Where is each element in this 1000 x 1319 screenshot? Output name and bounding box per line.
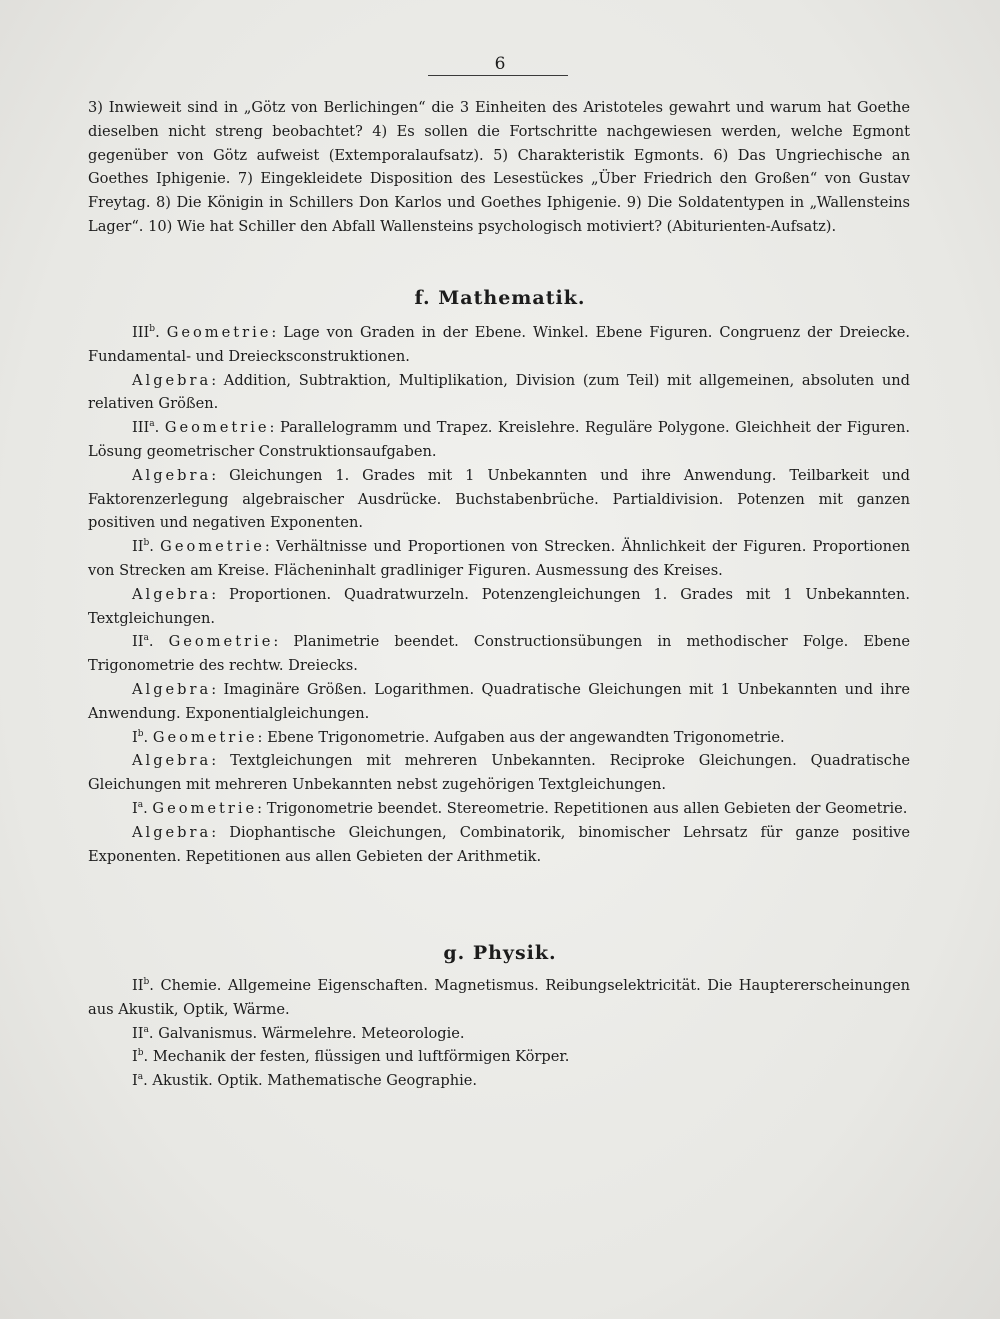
- physics-entry: $I^a$. Akustik. Optik. Mathematische Geographie.: [132, 1072, 478, 1090]
- physics-entry: $II^b$. Chemie. Allgemeine Eigenschaften. Magnetismus. Reibungselektricität. Die Hauptererscheinungen aus Akustik, Optik, Wärme.: [88, 977, 911, 1018]
- entry-text: Imaginäre Größen. Logarithmen. Quadratische Gleichungen mit 1 Unbekannten und ihre Anwendung. Exponentialgleichungen.: [88, 680, 910, 722]
- class-label: II: [132, 633, 144, 651]
- physics-entry: $I^b$. Mechanik der festen, flüssigen und luftförmigen Körper.: [132, 1048, 570, 1066]
- subject-label: Geometrie: [164, 419, 270, 437]
- entry-text: Planimetrie beendet. Constructionsübungen in methodischer Folge. Ebene Trigonometrie des rechtw. Dreiecks.: [88, 633, 910, 675]
- class-label: I: [132, 1048, 138, 1066]
- entry-text: Akustik. Optik. Mathematische Geographie.: [152, 1072, 478, 1090]
- entry-text: Chemie. Allgemeine Eigenschaften. Magnetismus. Reibungselektricität. Die Hauptererscheinungen aus Akustik, Optik, Wärme.: [88, 977, 911, 1018]
- class-sup: a: [149, 419, 155, 430]
- physics-section-body: [88, 974, 910, 1093]
- math-entry: $I^b$. Geometrie: Ebene Trigonometrie. Aufgaben aus der angewandten Trigonometrie.: [132, 728, 785, 746]
- math-entry: $II^a$. Geometrie: Planimetrie beendet. Constructionsübungen in methodischer Folge. Ebene Trigonometrie des rechtw. Dreiecks.: [88, 633, 910, 675]
- entry-text: Textgleichungen mit mehreren Unbekannten. Reciproke Gleichungen. Quadratische Gleichungen mit mehreren Unbekannten nebst zugehörigen Textgleichungen.: [88, 752, 910, 794]
- class-label: I: [132, 1072, 138, 1090]
- entry-text: Parallelogramm und Trapez. Kreislehre. Reguläre Polygone. Gleichheit der Figuren. Lösung geometrischer Construktionsaufgaben.: [88, 419, 911, 460]
- intro-block: [88, 96, 910, 239]
- class-label: II: [132, 538, 144, 556]
- subject-label: Geometrie: [166, 324, 272, 341]
- class-sup: a: [143, 1024, 149, 1035]
- math-entry: Algebra: Diophantische Gleichungen, Combinatorik, binomischer Lehrsatz für ganze positive Exponenten. Repetitionen aus allen Gebieten der Arithmetik.: [88, 823, 910, 865]
- subject-label: Algebra: [132, 466, 212, 484]
- class-sup: b: [149, 324, 156, 335]
- class-label: II: [132, 977, 144, 994]
- entry-text: Verhältnisse und Proportionen von Strecken. Ähnlichkeit der Figuren. Proportionen von Strecken am Kreise. Flächeninhalt gradliniger Figuren. Ausmessung des Kreises.: [88, 538, 911, 579]
- class-sup: a: [137, 800, 144, 811]
- entry-text: Mechanik der festen, flüssigen und luftförmigen Körper.: [152, 1048, 570, 1066]
- entry-text: Trigonometrie beendet. Stereometrie. Repetitionen aus allen Gebieten der Geometrie.: [266, 799, 908, 817]
- subject-label: Algebra: [132, 585, 212, 603]
- entry-text: Ebene Trigonometrie. Aufgaben aus der angewandten Trigonometrie.: [267, 728, 785, 746]
- class-label: II: [132, 1024, 144, 1042]
- subject-label: Geometrie: [168, 633, 274, 651]
- class-sup: b: [137, 1048, 144, 1059]
- intro-paragraph: 3) Inwieweit sind in „Götz von Berlichingen“ die 3 Einheiten des Aristoteles gewahrt und warum hat Goethe dieselben nicht streng beobachtet? 4) Es sollen die Fortschritte nachgewiesen werden, welche Egmont gegenüber von Götz aufweist (Extemporalaufsatz). 5) Charakteristik Egmonts. 6) Das Ungriechische an Goethes Iphigenie. 7) Eingekleidete Disposition des Lesestückes „Über Friedrich den Großen“ von Gustav Freytag. 8) Die Königin in Schillers Don Karlos und Goethes Iphigenie. 9) Die Soldatentypen in „Wallensteins Lager“. 10) Wie hat Schiller den Abfall Wallensteins psychologisch motiviert? (Abiturienten-Aufsatz).: [88, 99, 910, 235]
- subject-label: Geometrie: [152, 728, 258, 746]
- entry-text: Addition, Subtraktion, Multiplikation, Division (zum Teil) mit allgemeinen, absoluten und relativen Größen.: [88, 371, 910, 413]
- entry-text: Diophantische Gleichungen, Combinatorik, binomischer Lehrsatz für ganze positive Exponenten. Repetitionen aus allen Gebieten der Arithmetik.: [88, 823, 910, 865]
- math-entry: Algebra: Imaginäre Größen. Logarithmen. Quadratische Gleichungen mit 1 Unbekannten und ihre Anwendung. Exponentialgleichungen.: [88, 680, 910, 722]
- subject-label: Geometrie: [152, 799, 258, 817]
- math-entry: III$^a$. Geometrie: Parallelogramm und Trapez. Kreislehre. Reguläre Polygone. Gleichheit der Figuren. Lösung geometrischer Construktionsaufgaben.: [88, 419, 911, 460]
- math-entry: Algebra: Addition, Subtraktion, Multiplikation, Division (zum Teil) mit allgemeinen, absoluten und relativen Größen.: [88, 371, 910, 413]
- physics-section-title: g. Physik.: [443, 942, 557, 964]
- class-label: I: [132, 728, 138, 746]
- class-sup: a: [143, 633, 149, 644]
- subject-label: Algebra: [132, 823, 212, 841]
- math-entry: Algebra: Textgleichungen mit mehreren Unbekannten. Reciproke Gleichungen. Quadratische Gleichungen mit mehreren Unbekannten nebst zugehörigen Textgleichungen.: [88, 752, 910, 794]
- class-sup: a: [137, 1072, 144, 1083]
- class-label: III: [132, 419, 150, 437]
- math-entry: Algebra: Proportionen. Quadratwurzeln. Potenzengleichungen 1. Grades mit 1 Unbekannten. Textgleichungen.: [88, 585, 910, 627]
- entry-text: Galvanismus. Wärmelehre. Meteorologie.: [158, 1024, 465, 1042]
- math-entry: $I^a$. Geometrie: Trigonometrie beendet. Stereometrie. Repetitionen aus allen Gebieten der Geometrie.: [132, 799, 908, 817]
- class-sup: b: [143, 977, 150, 988]
- entry-text: Proportionen. Quadratwurzeln. Potenzengleichungen 1. Grades mit 1 Unbekannten. Textgleichungen.: [88, 585, 910, 627]
- math-entry: Algebra: Gleichungen 1. Grades mit 1 Unbekannten und ihre Anwendung. Teilbarkeit und Faktorenzerlegung algebraischer Ausdrücke. Buchstabenbrüche. Partialdivision. Potenzen mit ganzen positiven und negativen Exponenten.: [88, 466, 911, 532]
- physics-entry: $II^a$. Galvanismus. Wärmelehre. Meteorologie.: [132, 1024, 465, 1042]
- entry-text: Gleichungen 1. Grades mit 1 Unbekannten und ihre Anwendung. Teilbarkeit und Faktorenzerlegung algebraischer Ausdrücke. Buchstabenbrüche. Partialdivision. Potenzen mit ganzen positiven und negativen Exponenten.: [88, 466, 911, 532]
- entry-text: Lage von Graden in der Ebene. Winkel. Ebene Figuren. Congruenz der Dreiecke. Fundamental- und Dreiecksconstruktionen.: [88, 324, 910, 365]
- subject-label: Algebra: [132, 680, 212, 698]
- class-sup: b: [143, 538, 150, 549]
- math-section-title: f. Mathematik.: [414, 287, 586, 309]
- class-sup: b: [137, 728, 144, 739]
- page-number: 6: [494, 54, 506, 74]
- subject-label: Algebra: [132, 371, 212, 389]
- math-entry: III$^b$. Geometrie: Lage von Graden in der Ebene. Winkel. Ebene Figuren. Congruenz der Dreiecke. Fundamental- und Dreiecksconstruktionen.: [88, 324, 910, 365]
- class-label: III: [132, 324, 150, 341]
- header-rule: [428, 75, 568, 76]
- math-entry: $II^b$. Geometrie: Verhältnisse und Proportionen von Strecken. Ähnlichkeit der Figuren. Proportionen von Strecken am Kreise. Flächeninhalt gradliniger Figuren. Ausmessung des Kreises.: [88, 538, 911, 579]
- class-label: I: [132, 799, 138, 817]
- math-section-body: [88, 321, 910, 868]
- subject-label: Algebra: [132, 752, 212, 770]
- subject-label: Geometrie: [160, 538, 265, 556]
